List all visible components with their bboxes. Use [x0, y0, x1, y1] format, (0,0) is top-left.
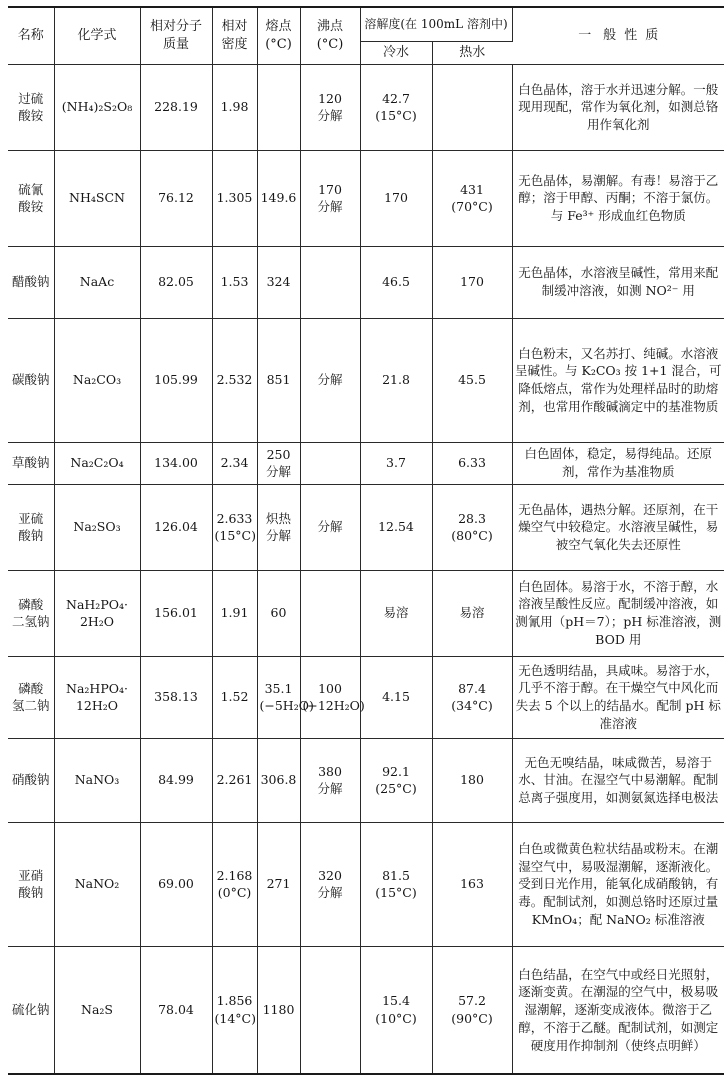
header-props-char: 般	[603, 27, 617, 43]
header-boiling-point: 沸点 (°C)	[300, 7, 360, 64]
cell-melting-point: 851	[257, 318, 300, 442]
cell-general-properties: 无色透明结晶，具咸味。易溶于水，几乎不溶于醇。在干燥空气中风化而失去 5 个以上的结晶水。配制 pH 标准溶液	[512, 656, 724, 738]
cell-solubility-cold: 4.15	[360, 656, 432, 738]
cell-boiling-point	[300, 570, 360, 656]
cell-solubility-hot: 180	[432, 738, 512, 822]
cell-solubility-hot: 6.33	[432, 442, 512, 484]
cell-solubility-hot: 87.4 (34°C)	[432, 656, 512, 738]
cell-general-properties: 白色或微黄色粒状结晶或粉末。在潮湿空气中，易吸湿潮解，逐渐液化。受到日光作用，能氧化成硝酸钠，有毒。配制试剂，如测总铬时还原过量 KMnO₄；配 NaNO₂ 标准溶液	[512, 822, 724, 946]
cell-general-properties: 无色晶体，水溶液呈碱性，常用来配制缓冲溶液，如测 NO²⁻ 用	[512, 246, 724, 318]
cell-solubility-cold: 3.7	[360, 442, 432, 484]
cell-density: 2.633 (15°C)	[212, 484, 257, 570]
reagent-table	[8, 6, 724, 1075]
table-row	[8, 738, 724, 822]
cell-density: 2.532	[212, 318, 257, 442]
header-props-char: 一	[578, 27, 592, 43]
cell-solubility-cold: 81.5 (15°C)	[360, 822, 432, 946]
cell-melting-point: 149.6	[257, 150, 300, 246]
cell-boiling-point: 380 分解	[300, 738, 360, 822]
cell-solubility-cold: 170	[360, 150, 432, 246]
cell-name: 碳酸钠	[8, 318, 54, 442]
cell-name: 硫氰 酸铵	[8, 150, 54, 246]
cell-name: 亚硫 酸钠	[8, 484, 54, 570]
table-row	[8, 656, 724, 738]
table-row	[8, 150, 724, 246]
cell-solubility-hot: 45.5	[432, 318, 512, 442]
cell-solubility-cold: 42.7 (15°C)	[360, 64, 432, 150]
cell-formula: Na₂CO₃	[54, 318, 140, 442]
cell-molar-mass: 82.05	[140, 246, 212, 318]
cell-formula: (NH₄)₂S₂O₈	[54, 64, 140, 150]
cell-general-properties: 白色固体，稳定，易得纯品。还原剂，常作为基准物质	[512, 442, 724, 484]
cell-molar-mass: 228.19	[140, 64, 212, 150]
cell-general-properties: 无色无嗅结晶，味咸微苦，易溶于水、甘油。在湿空气中易潮解。配制总离子强度用，如测氨氮选择电极法	[512, 738, 724, 822]
cell-boiling-point	[300, 946, 360, 1074]
cell-boiling-point: 分解	[300, 318, 360, 442]
cell-density: 1.98	[212, 64, 257, 150]
cell-general-properties: 无色晶体，遇热分解。还原剂，在干燥空气中较稳定。水溶液呈碱性，易被空气氧化失去还原性	[512, 484, 724, 570]
cell-solubility-hot: 易溶	[432, 570, 512, 656]
header-melting-point: 熔点 (°C)	[257, 7, 300, 64]
cell-name: 醋酸钠	[8, 246, 54, 318]
cell-density: 1.91	[212, 570, 257, 656]
cell-solubility-cold: 46.5	[360, 246, 432, 318]
table-row	[8, 570, 724, 656]
cell-solubility-cold: 92.1 (25°C)	[360, 738, 432, 822]
cell-density: 2.261	[212, 738, 257, 822]
cell-boiling-point: 分解	[300, 484, 360, 570]
cell-molar-mass: 69.00	[140, 822, 212, 946]
cell-name: 过硫 酸铵	[8, 64, 54, 150]
cell-name: 草酸钠	[8, 442, 54, 484]
cell-solubility-hot	[432, 64, 512, 150]
cell-solubility-hot: 431 (70°C)	[432, 150, 512, 246]
chemical-properties-table	[8, 6, 724, 1075]
cell-density: 1.52	[212, 656, 257, 738]
cell-formula: Na₂SO₃	[54, 484, 140, 570]
cell-melting-point: 271	[257, 822, 300, 946]
cell-name: 硫化钠	[8, 946, 54, 1074]
table-row	[8, 318, 724, 442]
table-row	[8, 946, 724, 1074]
cell-molar-mass: 84.99	[140, 738, 212, 822]
header-hot-water: 热水	[432, 41, 512, 64]
header-general-properties	[512, 7, 724, 64]
cell-melting-point: 250 分解	[257, 442, 300, 484]
table-row	[8, 822, 724, 946]
header-props-char: 性	[624, 27, 638, 43]
cell-melting-point: 324	[257, 246, 300, 318]
table-header	[8, 7, 724, 64]
cell-solubility-cold: 12.54	[360, 484, 432, 570]
cell-boiling-point	[300, 246, 360, 318]
cell-boiling-point: 100 (−12H₂O)	[300, 656, 360, 738]
table-row	[8, 442, 724, 484]
cell-name: 磷酸 二氢钠	[8, 570, 54, 656]
cell-solubility-cold: 21.8	[360, 318, 432, 442]
cell-formula: NaNO₃	[54, 738, 140, 822]
cell-boiling-point: 320 分解	[300, 822, 360, 946]
cell-solubility-hot: 57.2 (90°C)	[432, 946, 512, 1074]
table-row	[8, 64, 724, 150]
header-cold-water: 冷水	[360, 41, 432, 64]
cell-molar-mass: 126.04	[140, 484, 212, 570]
table-body	[8, 64, 724, 1074]
cell-formula: Na₂S	[54, 946, 140, 1074]
cell-general-properties: 白色固体。易溶于水，不溶于醇，水溶液呈酸性反应。配制缓冲溶液，如测氰用（pH＝7）；pH 标准溶液，测 BOD 用	[512, 570, 724, 656]
cell-solubility-hot: 170	[432, 246, 512, 318]
cell-molar-mass: 358.13	[140, 656, 212, 738]
cell-density: 1.856 (14°C)	[212, 946, 257, 1074]
header-props-char: 质	[645, 27, 659, 43]
cell-melting-point: 306.8	[257, 738, 300, 822]
cell-molar-mass: 76.12	[140, 150, 212, 246]
cell-name: 磷酸 氢二钠	[8, 656, 54, 738]
cell-molar-mass: 78.04	[140, 946, 212, 1074]
cell-general-properties: 无色晶体，易潮解。有毒！易溶于乙醇；溶于甲醇、丙酮；不溶于氯仿。与 Fe³⁺ 形成血红色物质	[512, 150, 724, 246]
cell-formula: Na₂HPO₄· 12H₂O	[54, 656, 140, 738]
header-density: 相对 密度	[212, 7, 257, 64]
cell-name: 硝酸钠	[8, 738, 54, 822]
cell-density: 2.168 (0°C)	[212, 822, 257, 946]
cell-solubility-cold: 15.4 (10°C)	[360, 946, 432, 1074]
cell-molar-mass: 134.00	[140, 442, 212, 484]
header-formula: 化学式	[54, 7, 140, 64]
cell-boiling-point	[300, 442, 360, 484]
cell-melting-point	[257, 64, 300, 150]
cell-solubility-hot: 163	[432, 822, 512, 946]
cell-melting-point: 炽热 分解	[257, 484, 300, 570]
cell-solubility-cold: 易溶	[360, 570, 432, 656]
cell-density: 2.34	[212, 442, 257, 484]
cell-molar-mass: 105.99	[140, 318, 212, 442]
table-row	[8, 484, 724, 570]
cell-melting-point: 60	[257, 570, 300, 656]
cell-boiling-point: 170 分解	[300, 150, 360, 246]
cell-name: 亚硝 酸钠	[8, 822, 54, 946]
cell-general-properties: 白色晶体，溶于水并迅速分解。一般现用现配，常作为氧化剂，如测总铬用作氧化剂	[512, 64, 724, 150]
cell-density: 1.53	[212, 246, 257, 318]
cell-general-properties: 白色结晶，在空气中或经日光照射，逐渐变黄。在潮湿的空气中，极易吸湿潮解，逐渐变成液体。微溶于乙醇，不溶于乙醚。配制试剂，如测定硬度用作抑制剂（使终点明鲜）	[512, 946, 724, 1074]
cell-melting-point: 35.1 (−5H₂O)	[257, 656, 300, 738]
cell-boiling-point: 120 分解	[300, 64, 360, 150]
cell-formula: NaNO₂	[54, 822, 140, 946]
cell-melting-point: 1180	[257, 946, 300, 1074]
table-row	[8, 246, 724, 318]
cell-general-properties: 白色粉末，又名苏打、纯碱。水溶液呈碱性。与 K₂CO₃ 按 1+1 混合，可降低熔点，常作为处理样品时的助熔剂，也常用作酸碱滴定中的基准物质	[512, 318, 724, 442]
cell-solubility-hot: 28.3 (80°C)	[432, 484, 512, 570]
header-molar-mass: 相对分子 质量	[140, 7, 212, 64]
cell-formula: NaAc	[54, 246, 140, 318]
cell-formula: NaH₂PO₄· 2H₂O	[54, 570, 140, 656]
header-solubility: 溶解度(在 100mL 溶剂中)	[360, 7, 512, 41]
cell-density: 1.305	[212, 150, 257, 246]
cell-formula: NH₄SCN	[54, 150, 140, 246]
header-name: 名称	[8, 7, 54, 64]
cell-molar-mass: 156.01	[140, 570, 212, 656]
cell-formula: Na₂C₂O₄	[54, 442, 140, 484]
